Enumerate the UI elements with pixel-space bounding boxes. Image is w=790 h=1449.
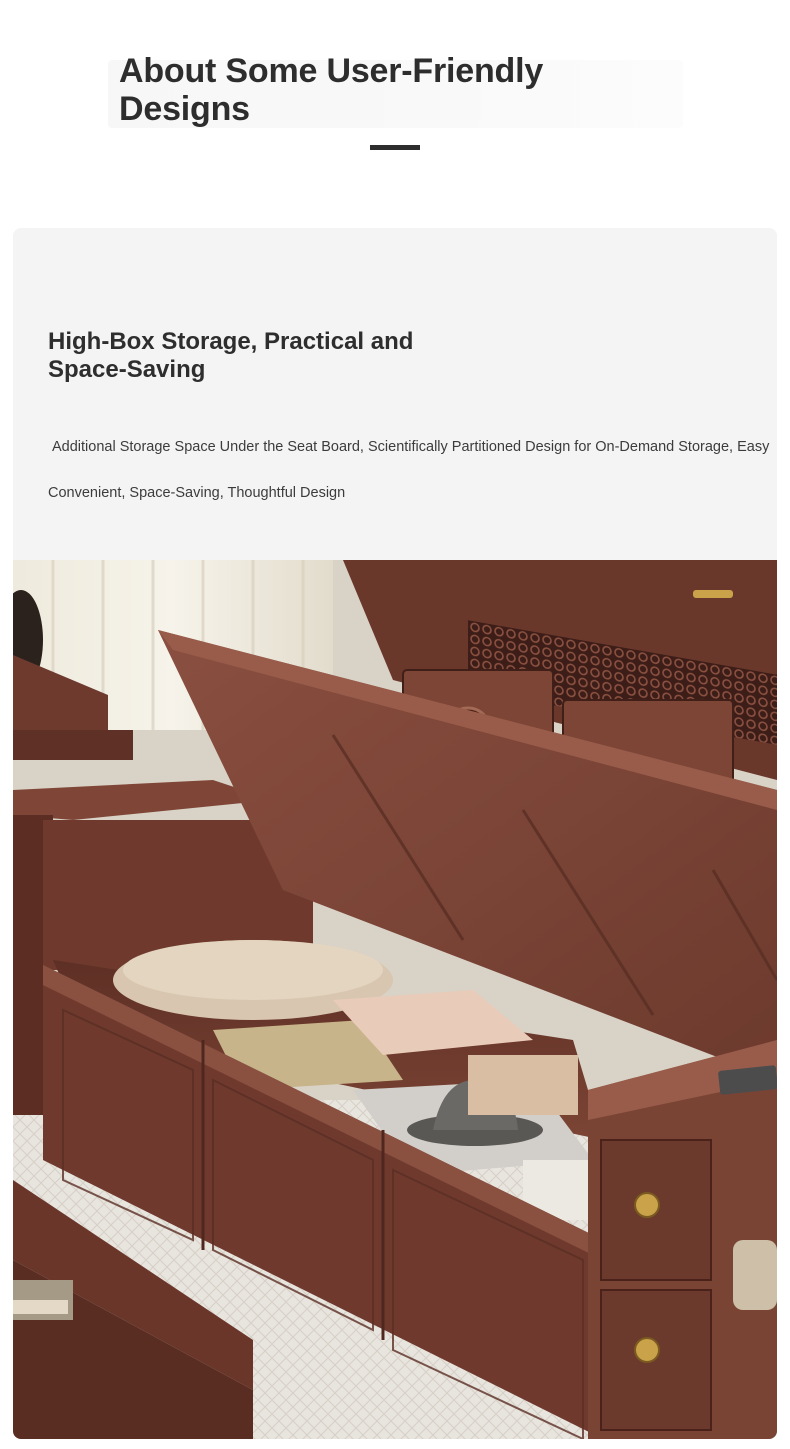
section-header	[0, 0, 790, 200]
page-title: About Some User-Friendly Designs	[119, 52, 544, 128]
product-photo	[13, 560, 777, 1439]
storage-sofa-illustration	[13, 560, 777, 1439]
feature-card	[13, 228, 777, 1439]
feature-title: High-Box Storage, Practical and Space-Saving	[48, 328, 414, 383]
feature-description: Additional Storage Space Under the Seat Board, Scientifically Partitioned Design for On-Demand Storage, Easy Convenient, Space-Saving, Thoughtful Design	[48, 439, 770, 501]
feature-text-panel	[13, 228, 777, 560]
title-underline	[370, 145, 420, 150]
